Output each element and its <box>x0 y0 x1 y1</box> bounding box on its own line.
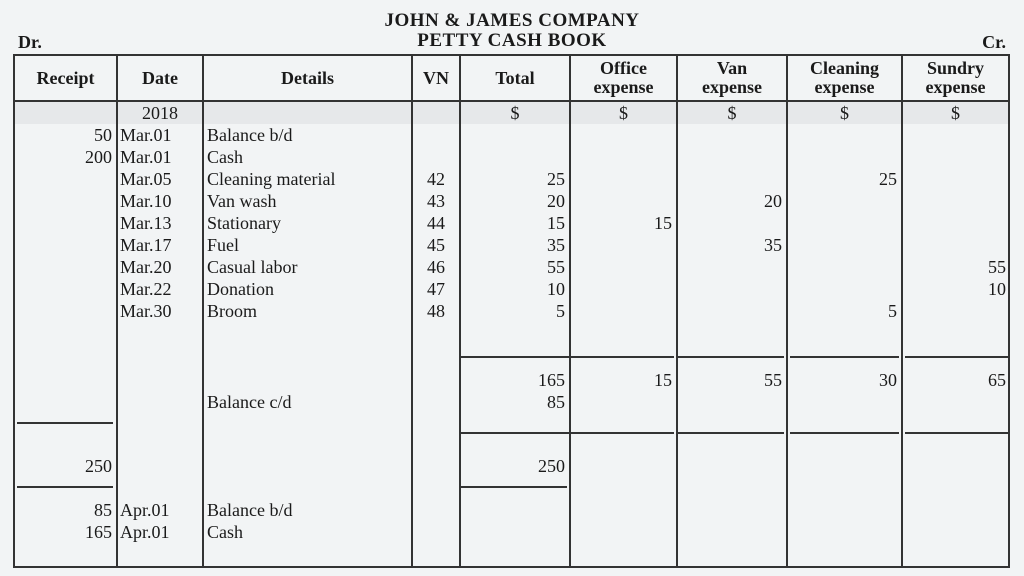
row-8-vn: 47 <box>427 279 445 299</box>
receipt-grand-total: 250 <box>85 456 112 476</box>
office-close-rule <box>571 432 674 434</box>
apr-details-1: Balance b/d <box>207 500 293 520</box>
row-6-details: Fuel <box>207 235 240 255</box>
row-2-receipt: 200 <box>85 147 112 167</box>
col-divider <box>202 56 204 566</box>
header-cleaning-line2: expense <box>814 77 875 97</box>
row-9-total: 5 <box>556 301 565 321</box>
balance-cd-label: Balance c/d <box>207 392 292 412</box>
apr-receipt-1: 85 <box>94 500 112 520</box>
col-divider <box>116 56 118 566</box>
debit-label: Dr. <box>18 32 42 52</box>
total-grand-total: 250 <box>538 456 565 476</box>
row-5-vn: 44 <box>427 213 445 233</box>
total-sum: 165 <box>538 370 565 390</box>
header-vn: VN <box>423 67 449 88</box>
row-8-date: Mar.22 <box>120 279 172 299</box>
row-4-details: Van wash <box>207 191 277 211</box>
row-1-date: Mar.01 <box>120 125 172 145</box>
header-van-line2: expense <box>702 77 762 97</box>
row-5-details: Stationary <box>207 213 281 233</box>
header-date: Date <box>142 67 178 88</box>
petty-cash-table <box>13 54 1010 568</box>
header-receipt: Receipt <box>36 67 95 88</box>
van-subtotal-rule <box>678 356 784 358</box>
row-3-total: 25 <box>547 169 565 189</box>
apr-details-2: Cash <box>207 522 243 542</box>
row-8-sundry: 10 <box>988 279 1006 299</box>
cleaning-currency: $ <box>840 103 849 123</box>
row-2-date: Mar.01 <box>120 147 172 167</box>
header-office-line2: expense <box>593 77 654 97</box>
row-9-vn: 48 <box>427 301 445 321</box>
balance-cd-amount: 85 <box>547 392 565 412</box>
row-7-details: Casual labor <box>207 257 298 277</box>
cleaning-subtotal-rule <box>790 356 899 358</box>
apr-receipt-2: 165 <box>85 522 112 542</box>
row-7-vn: 46 <box>427 257 445 277</box>
row-3-cleaning: 25 <box>879 169 897 189</box>
row-2-details: Cash <box>207 147 243 167</box>
receipt-close-rule <box>17 422 113 424</box>
header-cleaning-expense <box>788 56 901 100</box>
row-5-date: Mar.13 <box>120 213 172 233</box>
row-7-total: 55 <box>547 257 565 277</box>
row-4-van: 20 <box>764 191 782 211</box>
header-sundry-expense <box>903 56 1008 100</box>
header-details: Details <box>281 67 334 88</box>
total-currency: $ <box>510 103 520 123</box>
total-close-rule <box>461 432 569 434</box>
header-sundry-line2: expense <box>925 77 986 97</box>
receipt-double-rule <box>17 486 113 488</box>
row-3-date: Mar.05 <box>120 169 172 189</box>
row-4-vn: 43 <box>427 191 445 211</box>
credit-label: Cr. <box>982 32 1006 52</box>
row-5-office: 15 <box>654 213 672 233</box>
row-4-date: Mar.10 <box>120 191 172 211</box>
company-title: JOHN & JAMES COMPANY <box>384 10 640 31</box>
header-van-expense <box>678 56 786 100</box>
van-sum: 55 <box>764 370 782 390</box>
header-office-expense <box>571 56 676 100</box>
row-9-date: Mar.30 <box>120 301 172 321</box>
van-currency: $ <box>727 103 737 123</box>
row-1-receipt: 50 <box>94 125 112 145</box>
sundry-currency: $ <box>951 103 960 123</box>
row-6-van: 35 <box>764 235 782 255</box>
col-divider <box>569 56 571 566</box>
header-office-line1: Office <box>600 58 647 78</box>
sundry-close-rule <box>905 432 1008 434</box>
row-7-date: Mar.20 <box>120 257 172 277</box>
row-3-vn: 42 <box>427 169 445 189</box>
row-6-date: Mar.17 <box>120 235 172 255</box>
total-subtotal-rule <box>461 356 569 358</box>
row-9-cleaning: 5 <box>888 301 897 321</box>
apr-date-1: Apr.01 <box>120 500 170 520</box>
row-5-total: 15 <box>547 213 565 233</box>
col-divider <box>901 56 903 566</box>
header-van-line1: Van <box>716 58 748 78</box>
apr-date-2: Apr.01 <box>120 522 170 542</box>
van-close-rule <box>678 432 784 434</box>
row-9-details: Broom <box>207 301 258 321</box>
header-cleaning-line1: Cleaning <box>809 58 879 78</box>
sundry-subtotal-rule <box>905 356 1008 358</box>
book-title: PETTY CASH BOOK <box>417 30 607 51</box>
sundry-sum: 65 <box>988 370 1006 390</box>
row-6-vn: 45 <box>427 235 445 255</box>
header-sundry-line1: Sundry <box>926 58 985 78</box>
row-4-total: 20 <box>547 191 565 211</box>
header-total: Total <box>495 67 535 88</box>
year-label: 2018 <box>142 103 178 123</box>
row-8-details: Donation <box>207 279 274 299</box>
office-currency: $ <box>619 103 628 123</box>
cleaning-sum: 30 <box>879 370 897 390</box>
row-3-details: Cleaning material <box>207 169 336 189</box>
total-double-rule <box>461 486 567 488</box>
row-6-total: 35 <box>547 235 565 255</box>
cleaning-close-rule <box>790 432 899 434</box>
row-7-sundry: 55 <box>988 257 1006 277</box>
col-divider <box>676 56 678 566</box>
office-sum: 15 <box>654 370 672 390</box>
row-1-details: Balance b/d <box>207 125 293 145</box>
office-subtotal-rule <box>571 356 674 358</box>
row-8-total: 10 <box>547 279 565 299</box>
